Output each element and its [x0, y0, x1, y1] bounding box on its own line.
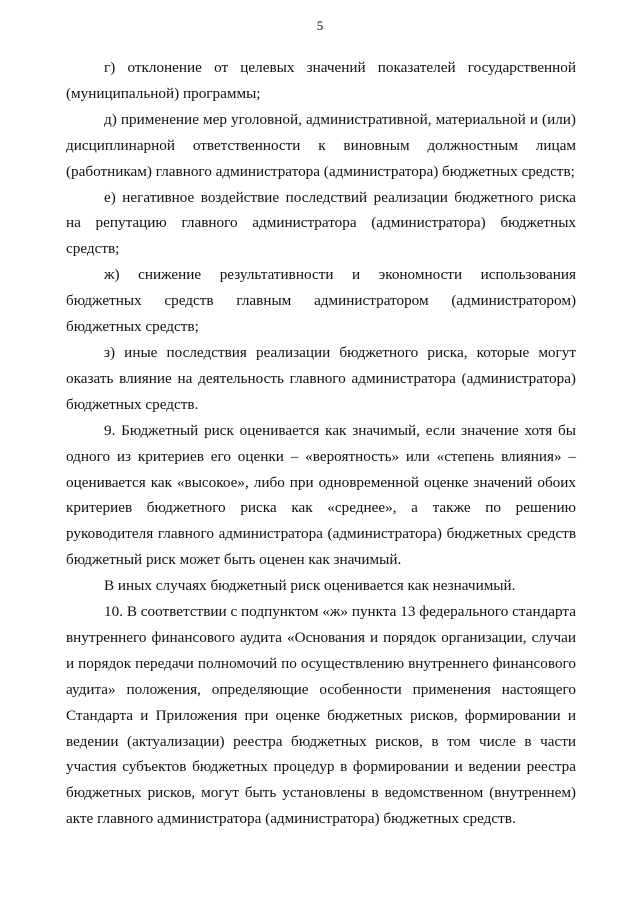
page-number: 5: [316, 18, 324, 33]
paragraph-10: 10. В соответствии с подпунктом «ж» пункта 13 федерального стандарта внутреннего финансового аудита «Основания и порядок организации, случаи и порядок передачи полномочий по осуществлению внутреннего финансового аудита» положения, определяющие особенности применения настоящего Стандарта и Приложения при оценке бюджетных рисков, формировании и ведении (актуализации) реестра бюджетных рисков, в том числе в части участия субъектов бюджетных процедур в формировании и ведении реестра бюджетных рисков, могут быть установлены в ведомственном (внутреннем) акте главного администратора (администратора) бюджетных средств.: [66, 603, 576, 828]
paragraph-g: г) отклонение от целевых значений показателей государственной (муниципальной) программы;: [66, 59, 576, 102]
paragraph-d: д) применение мер уголовной, административной, материальной и (или) дисциплинарной ответственности к виновным должностным лицам (работникам) главного администратора (администратора) бюджетных средств;: [66, 110, 576, 180]
document-body: [66, 55, 576, 832]
paragraph-z: з) иные последствия реализации бюджетного риска, которые могут оказать влияние на деятельность главного администратора (администратора) бюджетных средств.: [66, 343, 576, 413]
paragraph-zh: ж) снижение результативности и экономности использования бюджетных средств главным администратором (администратором) бюджетных средств;: [66, 266, 576, 336]
paragraph-e: е) негативное воздействие последствий реализации бюджетного риска на репутацию главного администратора (администратора) бюджетных средств;: [66, 188, 576, 258]
paragraph-9: 9. Бюджетный риск оценивается как значимый, если значение хотя бы одного из критериев его оценки – «вероятность» или «степень влияния» – оценивается как «высокое», либо при одновременной оценке значений обоих критериев бюджетного риска как «среднее», а также по решению руководителя главного администратора (администратора) бюджетных средств бюджетный риск может быть оценен как значимый.: [66, 421, 576, 569]
paragraph-insignificant: В иных случаях бюджетный риск оценивается как незначимый.: [104, 577, 516, 595]
